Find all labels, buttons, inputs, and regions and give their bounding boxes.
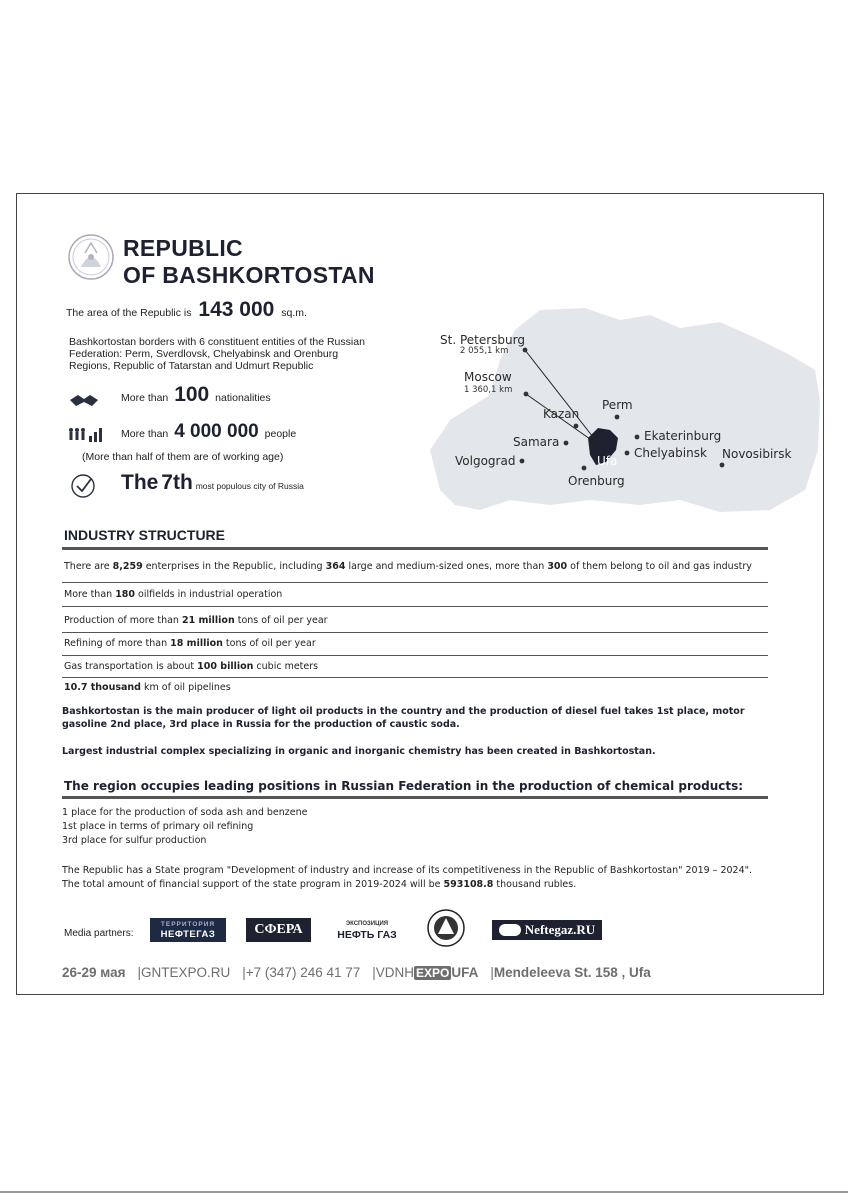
russia-map <box>420 300 820 515</box>
event-address: Mendeleeva St. 158 , Ufa <box>493 965 651 980</box>
area-value: 143 000 <box>198 298 275 321</box>
media-partners-label: Media partners: <box>64 928 134 939</box>
round-emblem-logo-icon[interactable] <box>426 908 466 948</box>
moscow-dot <box>524 392 529 397</box>
population-prefix: More than <box>121 428 169 440</box>
industry-row-pipelines: 10.7 thousand km of oil pipelines <box>64 682 231 693</box>
chemical-heading-bar <box>62 796 768 799</box>
population-suffix: people <box>264 428 297 440</box>
city-label-st-petersburg: St. Petersburg <box>440 333 525 347</box>
nationalities-prefix: More than <box>121 392 169 404</box>
area-prefix: The area of the Republic is <box>66 307 192 319</box>
chelyabinsk-dot <box>625 451 630 456</box>
divider <box>62 582 768 583</box>
industry-row-oilfields: More than 180 oilfields in industrial operation <box>64 589 283 600</box>
city-label-chelyabinsk: Chelyabinsk <box>634 446 707 460</box>
borders-text: Bashkortostan borders with 6 constituent entities of the Russian Federation: Perm, Sverdlovsk, Chelyabinsk and Orenburg Regions, Republic of Tatarstan and Udmurt Republic <box>69 336 365 372</box>
kazan-dot <box>574 424 579 429</box>
city-label-samara: Samara <box>513 435 560 449</box>
title-line-1: REPUBLIC <box>123 235 243 261</box>
samara-dot <box>564 441 569 446</box>
industry-paragraph-producer: Bashkortostan is the main producer of light oil products in the country and the production of diesel fuel takes 1st place, motor gasoline 2nd place, 3rd place in Russia for the production of caustic soda. <box>62 706 745 730</box>
title-line-2: OF BASHKORTOSTAN <box>123 262 375 288</box>
chemical-heading: The region occupies leading positions in Russian Federation in the production of chemical products: <box>64 779 744 793</box>
list-item: 1st place in terms of primary oil refining <box>62 821 254 832</box>
event-footer: 26-29 мая |GNTEXPO.RU |+7 (347) 246 41 77 |VDNH EXPO UFA |Mendeleeva St. 158 , Ufa <box>62 965 651 980</box>
divider <box>62 655 768 656</box>
divider <box>62 677 768 678</box>
city-rank-prefix: The <box>121 471 159 494</box>
population-line <box>121 421 297 442</box>
people-growth-icon <box>68 426 104 444</box>
city-label-kazan: Kazan <box>543 407 580 421</box>
city-label-perm: Perm <box>602 398 633 412</box>
neftegaz-ru-logo[interactable]: Neftegaz.RU <box>492 920 602 940</box>
divider <box>62 606 768 607</box>
territory-neftegaz-logo[interactable]: ТЕРРИТОРИЯ НЕФТЕГАЗ <box>150 918 226 942</box>
city-label-moscow: Moscow <box>464 370 512 384</box>
population-note: (More than half of them are of working age) <box>82 451 284 463</box>
area-line <box>66 298 307 321</box>
chemical-list <box>62 806 307 848</box>
venue-vdnh: VDNH <box>375 965 415 980</box>
handshake-icon <box>68 392 100 410</box>
nationalities-value: 100 <box>174 383 210 406</box>
industry-row-production: Production of more than 21 million tons of oil per year <box>64 615 328 626</box>
novosibirsk-dot <box>720 463 725 468</box>
industry-row-gas: Gas transportation is about 100 billion cubic meters <box>64 661 319 672</box>
industry-row-refining: Refining of more than 18 million tons of oil per year <box>64 638 316 649</box>
city-rank-value: 7th <box>161 471 193 494</box>
city-label-ufa: Ufa <box>597 454 618 468</box>
distance-moscow: 1 360,1 km <box>464 385 513 395</box>
industry-row-enterprises: There are 8,259 enterprises in the Republic, including 364 large and medium-sized ones, more than 300 of them belong to oil and gas industry <box>64 561 752 572</box>
industry-heading-bar <box>62 547 768 550</box>
city-label-novosibirsk: Novosibirsk <box>722 447 792 461</box>
state-program-text <box>62 864 774 892</box>
industry-paragraph-chemistry: Largest industrial complex specializing in organic and inorganic chemistry has been created in Bashkortostan. <box>62 746 656 757</box>
volgograd-dot <box>520 459 525 464</box>
orenburg-dot <box>582 466 587 471</box>
list-item: 3rd place for sulfur production <box>62 835 207 846</box>
list-item: 1 place for the production of soda ash and benzene <box>62 807 308 818</box>
expoz-neft-gaz-logo[interactable]: ЭКСПОЗИЦИЯ НЕФТЬ ГАЗ <box>337 921 397 941</box>
city-rank-suffix: most populous city of Russia <box>195 481 304 491</box>
program-line-2: The total amount of financial support of the state program in 2019-2024 will be 593108.8 thousand rubles. <box>62 879 577 890</box>
bashkortostan-emblem-icon <box>67 233 115 281</box>
population-value: 4 000 000 <box>174 421 259 442</box>
event-phone: +7 (347) 246 41 77 <box>245 965 361 980</box>
checkmark-circle-icon <box>70 473 96 499</box>
page-bottom-edge <box>0 1191 848 1193</box>
perm-dot <box>615 415 620 420</box>
venue-ufa: UFA <box>451 965 479 980</box>
venue-expo: EXPO <box>416 966 450 980</box>
st-petersburg-dot <box>523 348 528 353</box>
sfera-logo[interactable]: СФЕРА <box>246 918 311 942</box>
ekaterinburg-dot <box>635 435 640 440</box>
industry-heading: INDUSTRY STRUCTURE <box>64 527 226 543</box>
city-label-orenburg: Orenburg <box>568 474 625 488</box>
city-rank-line <box>121 471 304 494</box>
nationalities-suffix: nationalities <box>215 392 271 404</box>
area-unit: sq.m. <box>281 307 307 319</box>
event-dates: 26-29 мая <box>62 965 126 980</box>
divider <box>62 632 768 633</box>
page-title <box>123 235 375 289</box>
nationalities-line <box>121 383 271 406</box>
program-line-1: The Republic has a State program "Development of industry and increase of its competitiveness in the Republic of Bashkortostan" 2019 – 2024". <box>62 865 753 876</box>
distance-st-petersburg: 2 055,1 km <box>460 346 509 356</box>
event-website[interactable]: GNTEXPO.RU <box>141 965 231 980</box>
city-label-ekaterinburg: Ekaterinburg <box>644 429 722 443</box>
city-label-volgograd: Volgograd <box>455 454 516 468</box>
